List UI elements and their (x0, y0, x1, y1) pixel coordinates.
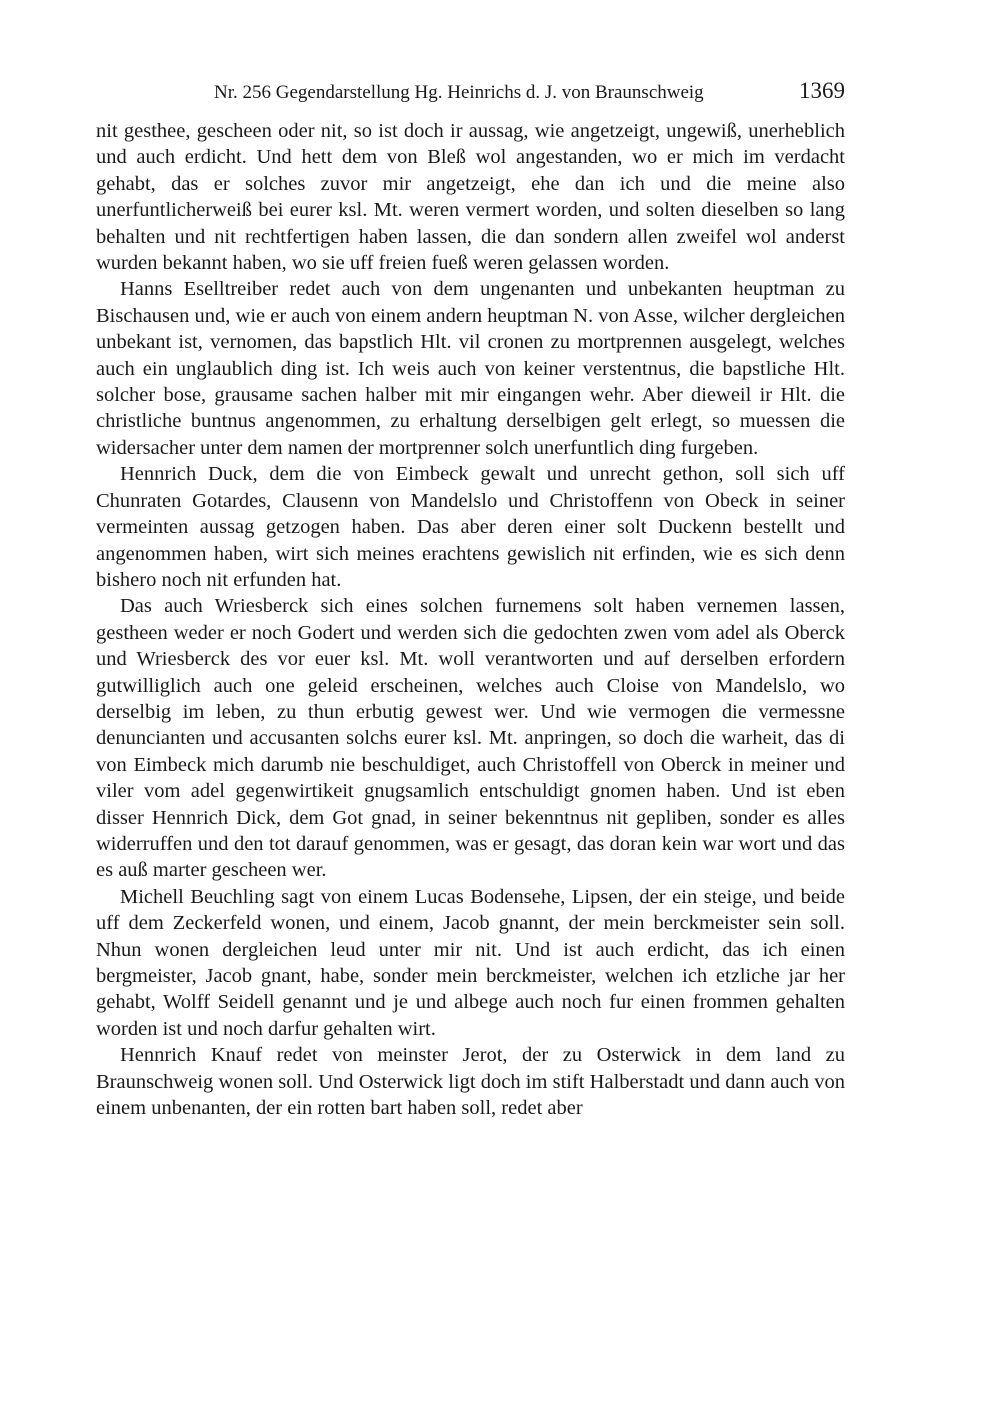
page-number: 1369 (799, 78, 845, 103)
paragraph: nit gesthee, gescheen oder nit, so ist doch ir aussag, wie angetzeigt, ungewiß, unerheblich und auch erdicht. Und hett dem von Bleß wol angestanden, wo er mich im verdacht gehabt, das er solches zuvor mir angetzeigt, ehe dan ich und die meine also unerfuntlicherweiß bei eurer ksl. Mt. weren vermert worden, und solten dieselben so lang behalten und nit rechtfertigen haben lassen, die dan sondern allen zweifel wol anderst wurden bekannt haben, wo sie uff freien fueß weren gelassen worden. (96, 120, 845, 275)
paragraph: Hennrich Knauf redet von meinster Jerot, der zu Osterwick in dem land zu Braunschweig wonen soll. Und Osterwick ligt doch im stift Halberstadt und dann auch von einem unbenanten, der ein rotten bart haben soll, redet aber (96, 1044, 845, 1120)
paragraph: Michell Beuchling sagt von einem Lucas Bodensehe, Lipsen, der ein steige, und beide uff dem Zeckerfeld wonen, und einem, Jacob gnannt, der mein berckmeister sein soll. Nhun wonen dergleichen leud unter mir nit. Und ist auch erdicht, das ich einen bergmeister, Jacob gnant, habe, sonder mein berckmeister, welchen ich etzliche jar her gehabt, Wolff Seidell genannt und je und albege auch noch fur einen frommen gehalten worden ist und noch darfur gehalten wirt. (96, 885, 845, 1040)
running-title: Nr. 256 Gegendarstellung Hg. Heinrichs d. J. von Braunschweig (214, 82, 704, 103)
running-header (96, 76, 845, 110)
paragraph: Hanns Eselltreiber redet auch von dem ungenanten und unbekanten heuptman zu Bischausen und, wie er auch von einem andern heuptman N. von Asse, wilcher dergleichen unbekant ist, vernomen, das bapstlich Hlt. vil cronen zu mortprennen ausgelegt, welches auch ein unglaublich ding ist. Ich weis auch von keiner verstentnus, die bapstliche Hlt. solcher bose, grausame sachen halber mit mir eingangen wehr. Aber dieweil ir Hlt. die christliche buntnus angenommen, zu erhaltung derselbigen gelt erlegt, so muessen die widersacher unter dem namen der mortprenner solch unerfuntlich ding furgeben. (96, 278, 845, 459)
document-page (96, 76, 845, 1121)
body-text (96, 118, 845, 1121)
paragraph: Das auch Wriesberck sich eines solchen furnemens solt haben vernemen lassen, gestheen weder er noch Godert und werden sich die gedochten zwen vom adel als Oberck und Wriesberck des vor euer ksl. Mt. woll verantworten und auf derselben erfordern gutwilliglich auch one geleid erscheinen, welches auch Cloise von Mandelslo, wo derselbig im leben, zu thun erbutig gewest wer. Und wie vermogen die vermessne denuncianten und accusanten solchs eurer ksl. Mt. anpringen, so doch die warheit, das di von Eimbeck mich darumb nie beschuldiget, auch Christoffell von Oberck in meiner und viler vom adel gegenwirtikeit gnugsamlich entschuldigt gnomen haben. Und ist eben disser Hennrich Dick, dem Got gnad, in seiner bekenntnus nit gepliben, sonder es alles widerruffen und den tot darauf genommen, was er gesagt, das doran kein war wort und das es auß marter gescheen wer. (96, 595, 845, 882)
paragraph: Hennrich Duck, dem die von Eimbeck gewalt und unrecht gethon, soll sich uff Chunraten Gotardes, Clausenn von Mandelslo und Christoffenn von Obeck in seiner vermeinten aussag getzogen haben. Das aber deren einer solt Duckenn bestellt und angenommen haben, wirt sich meines erachtens gewislich nit erfinden, wie es sich denn bishero noch nit erfunden hat. (96, 463, 845, 591)
